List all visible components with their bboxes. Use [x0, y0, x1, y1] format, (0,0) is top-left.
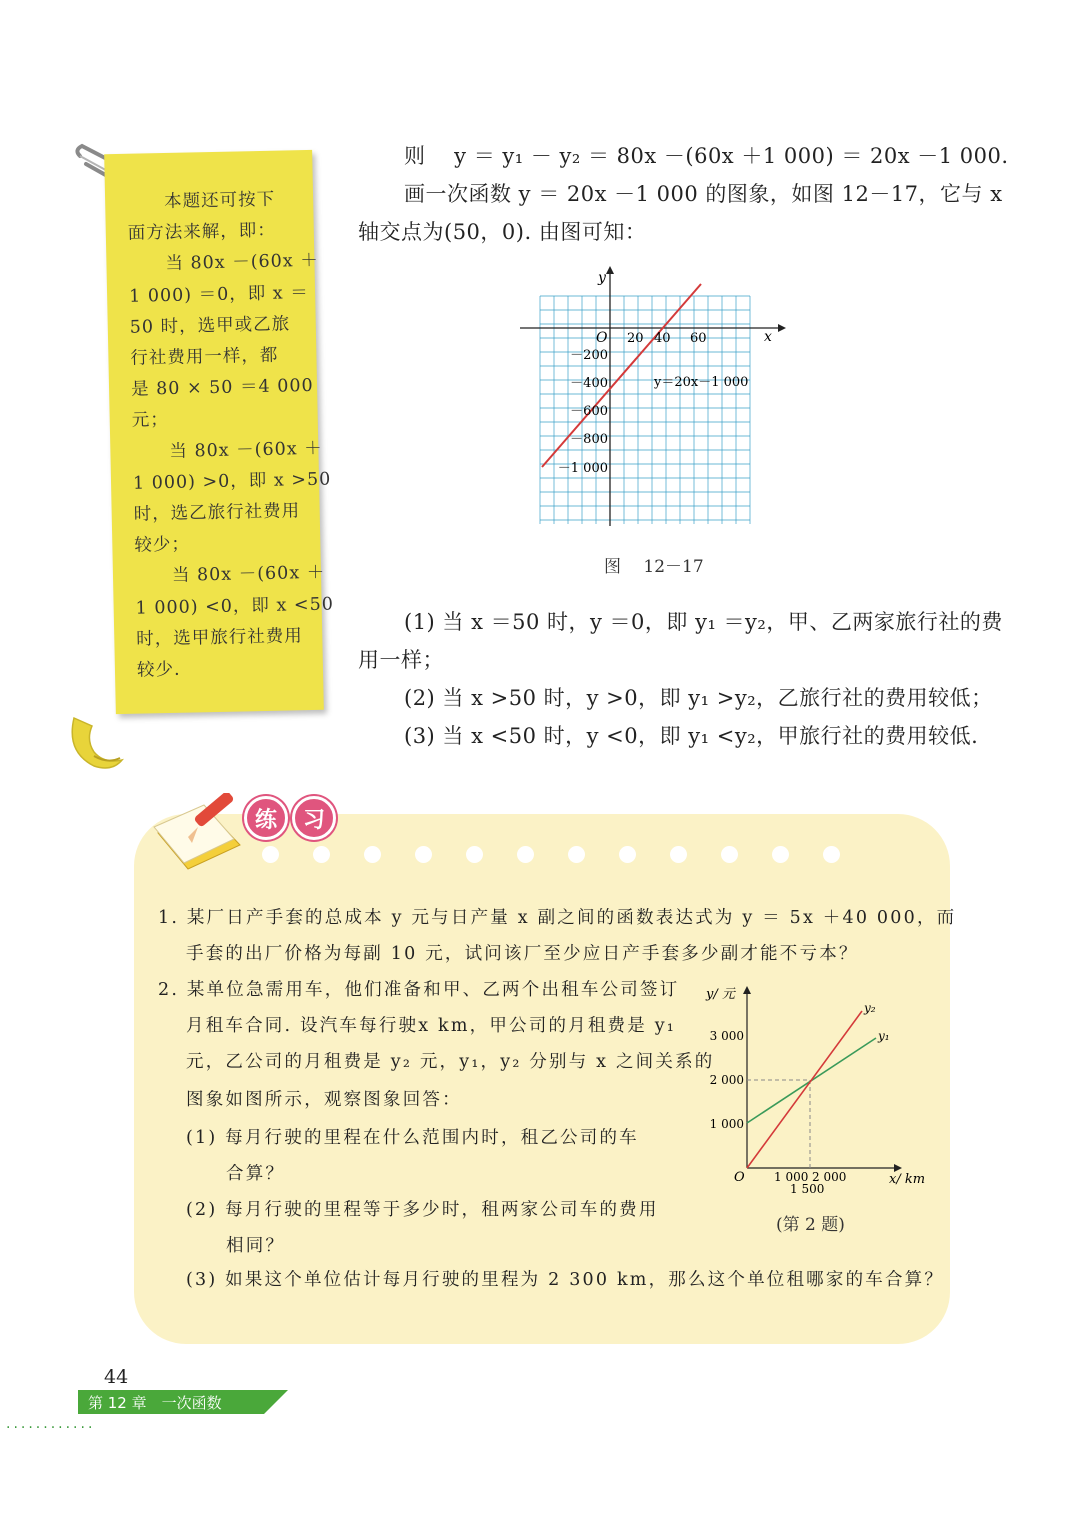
side-note-line: 较少. [136, 659, 181, 681]
footer-dots: ············ [6, 1420, 96, 1436]
dot [721, 846, 738, 863]
series-y1-label: y₁ [878, 1029, 890, 1043]
side-note [104, 150, 335, 714]
practice-badge [244, 796, 336, 840]
question-2-part-3: (3) 如果这个单位估计每月行驶的里程为 2 300 km，那么这个单位租哪家的车合算？ [186, 1270, 945, 1290]
y-tick-minus-600: －600 [570, 404, 608, 419]
conclusion-1: (1) 当 x ＝50 时，y ＝0，即 y₁ ＝y₂，甲、乙两家旅行社的费 [404, 610, 1003, 634]
question-2-cont: 图象如图所示，观察图象回答： [186, 1090, 462, 1110]
y-axis-label: y [598, 270, 606, 286]
dot [619, 846, 636, 863]
x-tick-40: 40 [654, 331, 671, 346]
figure-caption: 图 12－17 [604, 557, 704, 577]
dot [568, 846, 585, 863]
page-number: 44 [104, 1366, 129, 1388]
dot [313, 846, 330, 863]
side-note-line: 时，选乙旅行社费用 [133, 501, 301, 525]
side-note-line: 1 000) >0，即 x >50 [132, 469, 332, 494]
question-2-cont: 元，乙公司的月租费是 y₂ 元，y₁，y₂ 分别与 x 之间关系的 [186, 1052, 715, 1072]
dot [364, 846, 381, 863]
y-axis-arrow-icon [606, 266, 614, 274]
side-note-line: 面方法来解，即： [127, 220, 277, 244]
origin-label: O [596, 330, 608, 346]
question-2-figure [700, 978, 940, 1208]
side-note-line: 是 80 × 50 ＝4 000 [130, 376, 314, 400]
x-axis-label: x [764, 329, 772, 345]
question-2-part-1: (1) 每月行驶的里程在什么范围内时，租乙公司的车 [186, 1128, 639, 1148]
x-tick-1500: 1 500 [790, 1182, 825, 1196]
y-tick-minus-200: －200 [570, 348, 608, 363]
x-tick-20: 20 [627, 331, 644, 346]
dot [262, 846, 279, 863]
y-tick-minus-800: －800 [570, 432, 608, 447]
dot [415, 846, 432, 863]
dot-divider [262, 846, 840, 863]
figure-12-17 [520, 260, 790, 530]
side-note-line: 当 80x －(60x ＋ [132, 438, 323, 463]
origin-label: O [734, 1170, 745, 1185]
badge-char: 练 [244, 796, 288, 840]
question-2-part-2-cont: 相同？ [226, 1236, 286, 1256]
badge-char: 习 [292, 796, 336, 840]
dot [823, 846, 840, 863]
side-note-line: 1 000) <0，即 x <50 [135, 594, 335, 619]
question-2-cont: 月租车合同. 设汽车每行驶x km，甲公司的月租费是 y₁ [186, 1016, 677, 1036]
series-y2-label: y₂ [864, 1001, 876, 1015]
side-note-line: 当 80x －(60x ＋ [134, 563, 326, 588]
y-tick-minus-1000: －1 000 [557, 461, 608, 476]
curl-decoration-icon [64, 712, 128, 776]
y-tick-minus-400: －400 [570, 376, 608, 391]
side-note-line: 当 80x －(60x ＋ [128, 251, 319, 276]
side-note-line: 元； [131, 410, 169, 432]
series-y2-line [747, 1011, 862, 1168]
y-axis-label: y/ 元 [706, 987, 735, 1002]
side-note-line: 1 000) ＝0，即 x ＝ [128, 282, 309, 307]
dot [517, 846, 534, 863]
side-note-text [126, 184, 335, 687]
side-note-line: 本题还可按下 [126, 189, 276, 213]
side-note-line: 行社费用一样，都 [130, 345, 279, 369]
figure-caption: (第 2 题) [776, 1215, 845, 1235]
conclusion-2: (2) 当 x >50 时，y >0，即 y₁ >y₂，乙旅行社的费用较低； [404, 686, 993, 710]
x-axis-label: x/ km [889, 1172, 926, 1187]
conclusion-1-cont: 用一样； [358, 648, 444, 672]
x-axis-arrow-icon [778, 324, 786, 332]
question-2: 2. 某单位急需用车，他们准备和甲、乙两个出租车公司签订 [158, 980, 680, 1000]
question-2-part-2: (2) 每月行驶的里程等于多少时，租两家公司车的费用 [186, 1200, 659, 1220]
dot [670, 846, 687, 863]
y-tick-2000: 2 000 [709, 1073, 744, 1087]
y-axis-arrow-icon [743, 986, 751, 994]
dot [466, 846, 483, 863]
side-note-line: 50 时，选甲或乙旅 [129, 314, 291, 338]
dot [772, 846, 789, 863]
conclusion-3: (3) 当 x <50 时，y <0，即 y₁ <y₂，甲旅行社的费用较低. [404, 724, 979, 748]
side-note-line: 时，选甲旅行社费用 [136, 626, 304, 650]
question-1-cont: 手套的出厂价格为每副 10 元，试问该厂至少应日产手套多少副才能不亏本？ [186, 944, 859, 964]
x-tick-1000: 1 000 [774, 1170, 809, 1184]
x-tick-60: 60 [690, 331, 707, 346]
question-2-part-1-cont: 合算？ [226, 1164, 286, 1184]
question-1: 1. 某厂日产手套的总成本 y 元与日产量 x 副之间的函数表达式为 y ＝ 5x ＋40 000，而 [158, 908, 957, 928]
chapter-title: 第 12 章 一次函数 [88, 1394, 222, 1412]
text-line: 画一次函数 y ＝ 20x －1 000 的图象，如图 12－17，它与 x [404, 182, 1003, 206]
pencil-notepad-icon [148, 793, 248, 873]
x-axis-arrow-icon [894, 1164, 902, 1172]
side-note-line: 较少； [134, 534, 191, 556]
y-tick-1000: 1 000 [709, 1117, 744, 1131]
text-line: 轴交点为(50，0). 由图可知： [358, 220, 647, 244]
line-equation-label: y＝20x－1 000 [654, 375, 749, 390]
y-tick-3000: 3 000 [709, 1029, 744, 1043]
equation-line: 则 y ＝ y₁ － y₂ ＝ 80x －(60x ＋1 000) ＝ 20x －1 000. [404, 144, 1009, 168]
x-tick-2000: 2 000 [812, 1170, 847, 1184]
